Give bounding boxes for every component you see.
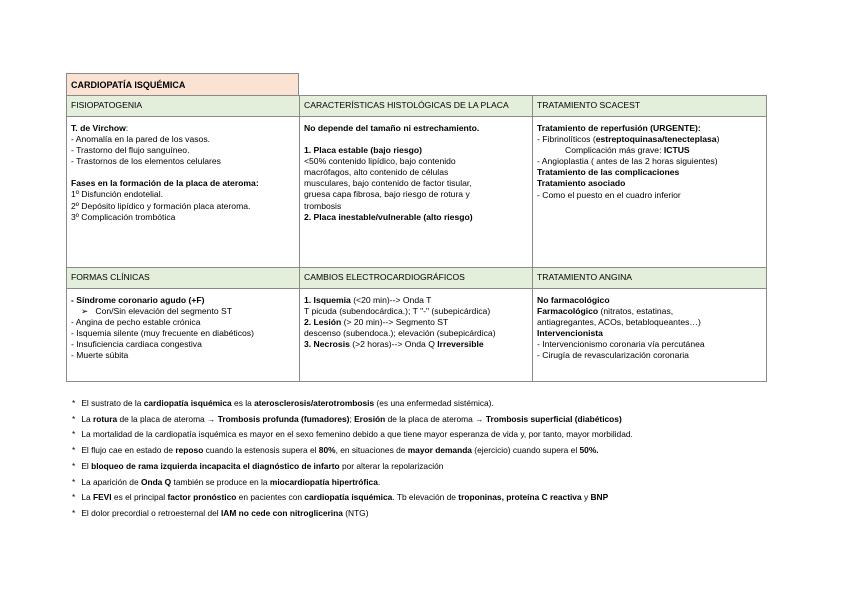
complications-title: Tratamiento de las complicaciones bbox=[537, 167, 680, 178]
unstable-plaque-title: 2. Placa inestable/vulnerable (alto riesgo) bbox=[304, 211, 473, 222]
list-item: trombosis bbox=[304, 200, 342, 211]
list-item: <50% contenido lipídico, bajo contenido bbox=[304, 156, 456, 167]
table-row bbox=[67, 117, 767, 268]
stable-plaque-title: 1. Placa estable (bajo riesgo) bbox=[304, 145, 422, 156]
asterisk-bullet: * bbox=[72, 413, 76, 424]
non-pharm-title: No farmacológico bbox=[537, 295, 610, 305]
associated-title: Tratamiento asociado bbox=[537, 178, 626, 189]
header-histologia-placa: CARACTERÍSTICAS HISTOLÓGICAS DE LA PLACA bbox=[300, 96, 533, 117]
note-item: * La FEVI es el principal factor pronóstico en pacientes con cardiopatía isquémica. Tb elevación de troponinas, proteína C reactiva y BNP bbox=[72, 490, 792, 506]
list-item: - Fibrinolíticos (estreptoquinasa/tenecteplasa) bbox=[537, 134, 720, 145]
list-item: Complicación más grave: ICTUS bbox=[565, 145, 690, 156]
cell-tratamiento-angina bbox=[533, 289, 767, 382]
list-item: T picuda (subendocárdica.); T "-" (subepicárdica) bbox=[304, 306, 491, 317]
asterisk-bullet: * bbox=[72, 507, 76, 518]
list-item: - Intervencionismo coronaria vía percutánea bbox=[537, 339, 705, 350]
header-cambios-ecg: CAMBIOS ELECTROCARDIOGRÁFICOS bbox=[300, 268, 533, 289]
list-item: - Anomalía en la pared de los vasos. bbox=[71, 134, 211, 145]
list-item: antiagregantes, ACOs, betabloqueantes…) bbox=[537, 317, 701, 328]
virchow-title: T. de Virchow bbox=[71, 123, 126, 133]
sca-title: - Síndrome coronario agudo (+F) bbox=[71, 295, 205, 305]
note-item: * El bloqueo de rama izquierda incapacita el diagnóstico de infarto por alterar la repolarización bbox=[72, 459, 792, 475]
note-item: * La aparición de Onda Q también se produce en la miocardiopatía hipertrófica. bbox=[72, 475, 792, 491]
asterisk-bullet: * bbox=[72, 445, 76, 456]
header-tratamiento-angina: TRATAMIENTO ANGINA bbox=[533, 268, 767, 289]
asterisk-bullet: * bbox=[72, 460, 76, 471]
note-item: * La rotura de la placa de ateroma → Trombosis profunda (fumadores); Erosión de la placa de ateroma → Trombosis superficial (diabéticos) bbox=[72, 412, 792, 428]
asterisk-bullet: * bbox=[72, 429, 76, 440]
list-item: 1. Isquemia (<20 min)--> Onda T bbox=[304, 295, 432, 305]
reperfusion-title: Tratamiento de reperfusión (URGENTE): bbox=[537, 123, 701, 133]
note-item: * La mortalidad de la cardiopatía isquémica es mayor en el sexo femenino debido a que tiene mayor esperanza de vida y, por tanto, mayor morbilidad. bbox=[72, 427, 792, 443]
document-page bbox=[66, 73, 766, 382]
list-item: - Angioplastia ( antes de las 2 horas siguientes) bbox=[537, 156, 718, 167]
list-item: - Como el puesto en el cuadro inferior bbox=[537, 189, 681, 200]
note-item: * El sustrato de la cardiopatía isquémica es la aterosclerosis/aterotrombosis (es una enfermedad sistémica). bbox=[72, 396, 792, 412]
page-title: CARDIOPATÍA ISQUÉMICA bbox=[66, 73, 299, 95]
list-item: - Isquemia silente (muy frecuente en diabéticos) bbox=[71, 328, 254, 339]
header-formas-clinicas: FORMAS CLÍNICAS bbox=[67, 268, 300, 289]
table-header-row bbox=[67, 268, 767, 289]
list-item: descenso (subendoca.); elevación (subepicárdica) bbox=[304, 328, 496, 339]
header-tratamiento-scacest: TRATAMIENTO SCACEST bbox=[533, 96, 767, 117]
note-item: * El dolor precordial o retroesternal del IAM no cede con nitroglicerina (NTG) bbox=[72, 506, 792, 522]
list-item: gruesa capa fibrosa, bajo riesgo de rotura y bbox=[304, 189, 470, 200]
list-item: - Insuficiencia cardiaca congestiva bbox=[71, 339, 202, 350]
cell-histologia-placa bbox=[300, 117, 533, 268]
list-item: 2. Lesión (> 20 min)--> Segmento ST bbox=[304, 317, 449, 328]
arrow-bullet-icon: ➢ bbox=[81, 306, 89, 317]
note-item: * El flujo cae en estado de reposo cuando la estenosis supera el 80%, en situaciones de mayor demanda (ejercicio) cuando supera el 50%. bbox=[72, 443, 792, 459]
list-item: - Muerte súbita bbox=[71, 350, 129, 361]
list-item: - Trastorno del flujo sanguíneo. bbox=[71, 145, 190, 156]
table-row bbox=[67, 289, 767, 382]
header-fisiopatogenia: FISIOPATOGENIA bbox=[67, 96, 300, 117]
cell-fisiopatogenia: T. de Virchow: - Anomalía en la pared de los vasos. - Trastorno del flujo sanguíneo. - Trastornos de los elementos celulares Fases en la formación de la placa de ateroma: 1º Disfunción endotelial. 2º Depósito lipídico y formación placa ateroma. 3º Complicación trombótica bbox=[67, 117, 300, 268]
cell-formas-clinicas bbox=[67, 289, 300, 382]
list-item: - Cirugía de revascularización coronaria bbox=[537, 350, 689, 361]
list-item: musculares, bajo contenido de factor tisular, bbox=[304, 178, 472, 189]
list-item: 1º Disfunción endotelial. bbox=[71, 189, 163, 200]
asterisk-bullet: * bbox=[72, 398, 76, 408]
table-header-row bbox=[67, 96, 767, 117]
histology-intro: No depende del tamaño ni estrechamiento. bbox=[304, 123, 480, 133]
list-item: - Angina de pecho estable crónica bbox=[71, 317, 201, 328]
list-item: 2º Depósito lipídico y formación placa ateroma. bbox=[71, 200, 251, 211]
list-item: 3. Necrosis (>2 horas)--> Onda Q Irreversible bbox=[304, 339, 484, 350]
list-item: ➢ Con/Sin elevación del segmento ST bbox=[81, 306, 232, 317]
cell-cambios-ecg bbox=[300, 289, 533, 382]
asterisk-bullet: * bbox=[72, 476, 76, 487]
cell-tratamiento-scacest bbox=[533, 117, 767, 268]
list-item: 3º Complicación trombótica bbox=[71, 211, 176, 222]
interventional-title: Intervencionista bbox=[537, 328, 603, 339]
list-item: macrófagos, alto contenido de células bbox=[304, 167, 449, 178]
asterisk-bullet: * bbox=[72, 492, 76, 503]
summary-table bbox=[66, 95, 767, 382]
list-item: - Trastornos de los elementos celulares bbox=[71, 156, 221, 167]
list-item: Farmacológico (nitratos, estatinas, bbox=[537, 306, 674, 317]
phases-title: Fases en la formación de la placa de ateroma: bbox=[71, 178, 259, 189]
notes-list bbox=[72, 396, 792, 522]
